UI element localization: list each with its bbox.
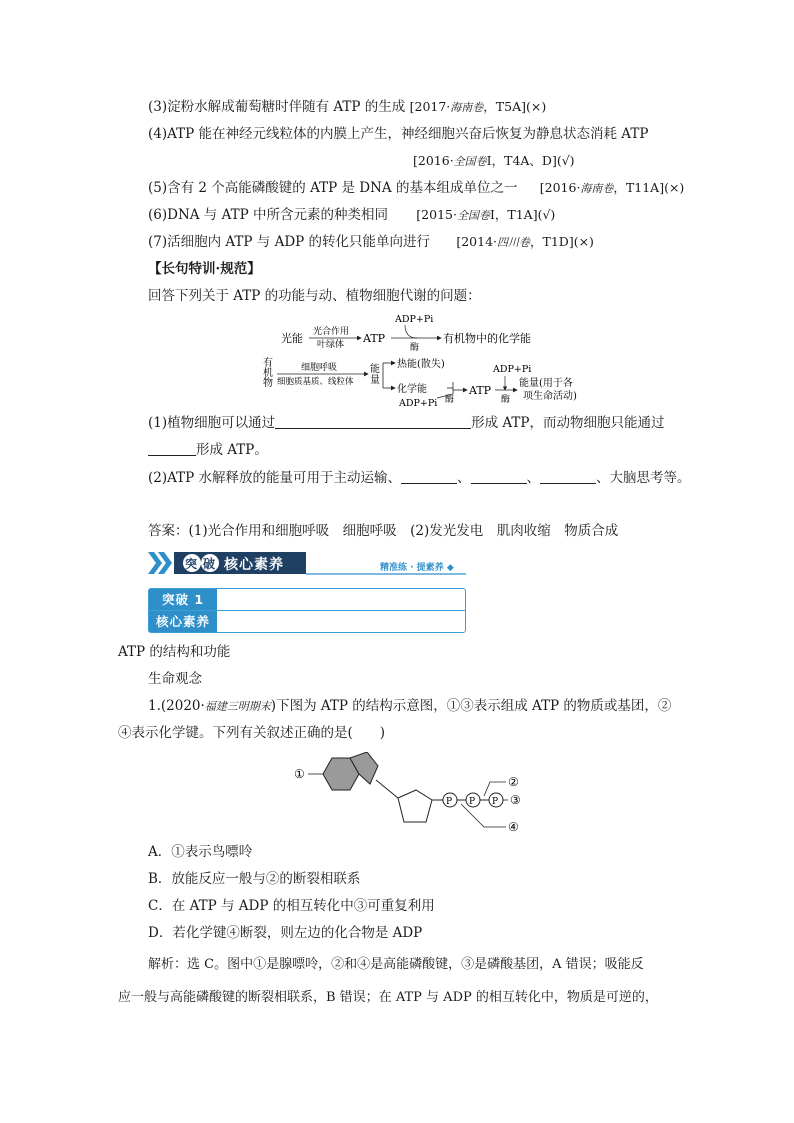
photosynthesis-label: 光合作用 <box>313 327 350 337</box>
label-2: ② <box>508 775 519 789</box>
question-fill-1: (1)植物细胞可以通过 形成 ATP，而动物细胞只能通过 <box>148 415 665 431</box>
subtopic-title: 生命观念 <box>148 671 202 687</box>
question-stem: 1.(2020·福建三明期末)下图为 ATP 的结构示意图，①③表示组成 ATP 的物质或基团，② <box>148 698 672 714</box>
statement-6: (6)DNA 与 ATP 中所含元素的种类相同 [2015·全国卷Ⅰ，T1A](√) <box>148 207 556 223</box>
enzyme-label: 酶 <box>445 395 455 405</box>
label-3: ③ <box>510 793 521 807</box>
banner-char: 破 <box>203 557 216 571</box>
light-label: 光能 <box>281 332 303 345</box>
energy-flow-diagram <box>255 310 585 410</box>
bond-line <box>376 780 398 798</box>
heat-label: 热能(散失) <box>397 359 445 370</box>
question-fill-1-cont: 形成 ATP。 <box>148 441 268 459</box>
enzyme-label: 酶 <box>501 395 511 405</box>
statement-5: (5)含有 2 个高能磷酸键的 ATP 是 DNA 的基本组成单位之一 [2016·海南卷，T11A](×) <box>148 180 685 196</box>
section-heading: 【长句特训·规范】 <box>148 261 261 277</box>
banner-tagline: 精准练 · 提素养 ◆ <box>380 563 454 573</box>
respiration-label: 细胞呼吸 <box>301 363 338 373</box>
energy-label: 能 <box>370 364 380 375</box>
arrow <box>405 325 417 338</box>
phosphate-label: P <box>446 797 453 807</box>
answer-blank[interactable] <box>471 469 527 484</box>
adp-pi-label: ADP+Pi <box>493 364 532 375</box>
answer-blank[interactable] <box>275 414 471 429</box>
chemical-energy-label: 化学能 <box>397 384 427 395</box>
box-row-label: 核心素养 <box>149 611 217 632</box>
label-4: ④ <box>508 820 519 834</box>
option-d[interactable]: D．若化学键④断裂，则左边的化合物是 ADP <box>148 925 423 941</box>
analysis-text-cont: 应一般与高能磷酸键的断裂相联系，B 错误；在 ATP 与 ADP 的相互转化中，物质是可逆的， <box>118 990 658 1005</box>
phosphate-label: P <box>492 797 499 807</box>
chloroplast-label: 叶绿体 <box>317 340 345 350</box>
source-citation: [2017·海南卷，T5A](×) <box>409 99 547 114</box>
answer-blank[interactable] <box>540 469 596 484</box>
banner-char: 突 <box>185 557 198 571</box>
section-banner <box>148 550 466 576</box>
statement-4: (4)ATP 能在神经元线粒体的内膜上产生，神经细胞兴奋后恢复为静息状态消耗 ATP <box>148 126 649 142</box>
breakthrough-box <box>148 588 466 633</box>
energy-use-label: 项生命活动) <box>523 391 577 402</box>
adp-pi-label: ADP+Pi <box>395 314 434 325</box>
organic-label: 有 <box>263 358 273 369</box>
atp-label: ATP <box>469 384 492 397</box>
label-1: ① <box>294 767 305 781</box>
option-a[interactable]: A．①表示鸟嘌呤 <box>148 844 253 860</box>
pointer-line <box>461 804 506 827</box>
source-citation: [2015·全国卷Ⅰ，T1A](√) <box>416 207 556 222</box>
analysis-text: 解析：选 C。图中①是腺嘌呤，②和④是高能磷酸键，③是磷酸基团，A 错误；吸能反 <box>148 957 644 972</box>
question-fill-2: (2)ATP 水解释放的能量可用于主动运输、 、 、 、大脑思考等。 <box>148 470 691 486</box>
source-citation: [2014·四川卷，T1D](×) <box>456 234 594 249</box>
enzyme-label: 酶 <box>410 343 420 353</box>
box-row-label: 突破 1 <box>149 589 217 610</box>
atp-structure-diagram <box>290 752 540 842</box>
adp-pi-label: ADP+Pi <box>399 398 438 409</box>
question-stem-cont: ④表示化学键。下列有关叙述正确的是( ) <box>118 725 386 741</box>
statement-3: (3)淀粉水解成葡萄糖时伴随有 ATP 的生成 [2017·海南卷，T5A](×) <box>148 99 547 115</box>
option-c[interactable]: C．在 ATP 与 ADP 的相互转化中③可重复利用 <box>148 898 435 914</box>
ribose-ring <box>398 790 432 822</box>
cytoplasm-mitochondria-label: 细胞质基质、线粒体 <box>277 377 354 387</box>
answer-blank[interactable] <box>401 469 457 484</box>
energy-label: 量 <box>370 375 380 386</box>
answer-text: 答案：(1)光合作用和细胞呼吸 细胞呼吸 (2)发光发电 肌肉收缩 物质合成 <box>148 523 619 539</box>
atp-label: ATP <box>363 332 386 345</box>
organic-chemical-energy-label: 有机物中的化学能 <box>443 332 531 345</box>
topic-title: ATP 的结构和功能 <box>118 644 231 660</box>
energy-use-label: 能量(用于各 <box>519 378 573 389</box>
organic-label: 机 <box>263 368 273 379</box>
statement-7: (7)活细胞内 ATP 与 ADP 的转化只能单向进行 [2014·四川卷，T1D](×) <box>148 234 594 250</box>
banner-title: 核心素养 <box>224 557 284 573</box>
source-citation: [2016·海南卷，T11A](×) <box>539 180 685 195</box>
phosphate-label: P <box>469 797 476 807</box>
answer-blank[interactable] <box>148 441 196 456</box>
prompt-text: 回答下列关于 ATP 的功能与动、植物细胞代谢的问题： <box>148 288 481 304</box>
source-citation: [2016·全国卷Ⅰ，T4A、D](√) <box>413 153 575 168</box>
organic-label: 物 <box>263 378 273 389</box>
option-b[interactable]: B．放能反应一般与②的断裂相联系 <box>148 871 361 887</box>
